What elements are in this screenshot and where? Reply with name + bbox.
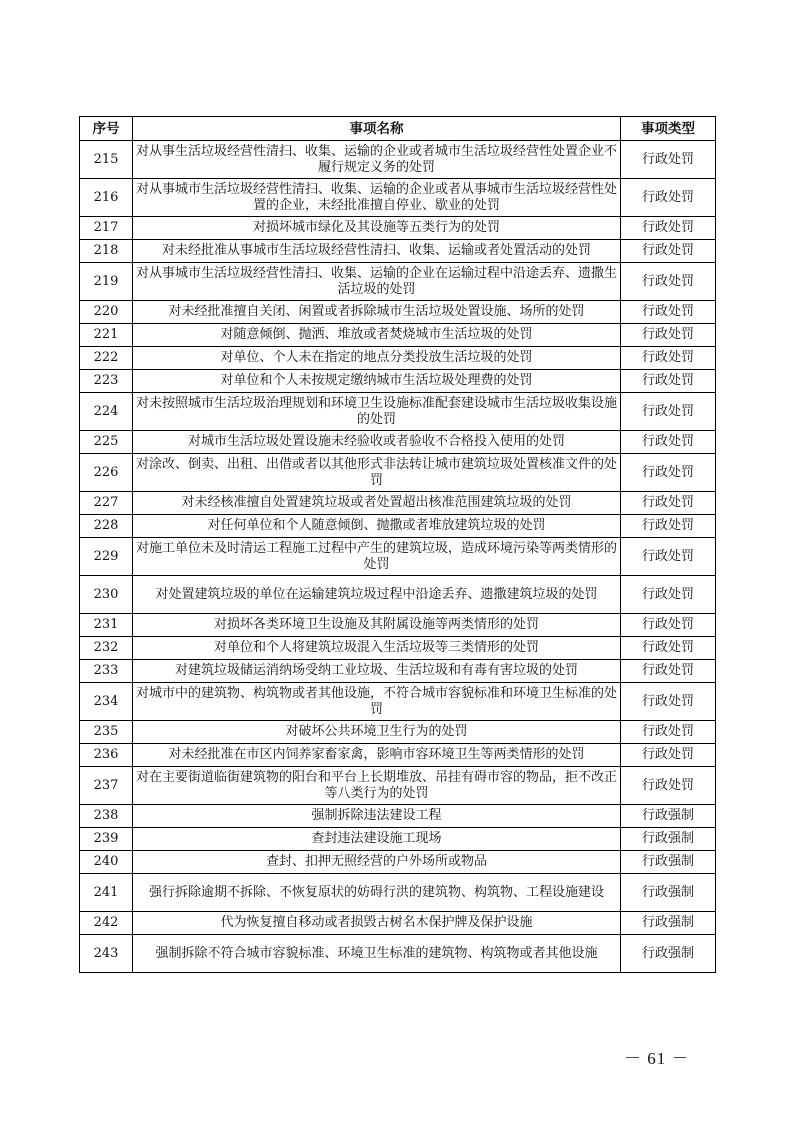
row-serial: 223 bbox=[80, 370, 133, 393]
table-row bbox=[80, 912, 716, 935]
table-row bbox=[80, 431, 716, 454]
row-serial: 233 bbox=[80, 660, 133, 683]
row-serial: 227 bbox=[80, 492, 133, 515]
table-row bbox=[80, 683, 716, 721]
row-matter-type: 行政处罚 bbox=[621, 240, 716, 263]
table-row bbox=[80, 805, 716, 828]
row-serial: 228 bbox=[80, 515, 133, 538]
row-matter-name: 对从事生活垃圾经营性清扫、收集、运输的企业或者城市生活垃圾经营性处置企业不履行规定义务的处罚 bbox=[133, 141, 621, 179]
row-matter-name: 对未按照城市生活垃圾治理规划和环境卫生设施标准配套建设城市生活垃圾收集设施的处罚 bbox=[133, 393, 621, 431]
row-matter-name: 对单位、个人未在指定的地点分类投放生活垃圾的处罚 bbox=[133, 347, 621, 370]
row-matter-name: 对施工单位未及时清运工程施工过程中产生的建筑垃圾，造成环境污染等两类情形的处罚 bbox=[133, 538, 621, 576]
header-matter-type: 事项类型 bbox=[621, 117, 716, 141]
row-matter-type: 行政处罚 bbox=[621, 141, 716, 179]
row-serial: 217 bbox=[80, 217, 133, 240]
row-matter-type: 行政处罚 bbox=[621, 614, 716, 637]
table-row bbox=[80, 660, 716, 683]
row-serial: 235 bbox=[80, 721, 133, 744]
table-row bbox=[80, 744, 716, 767]
row-matter-name: 对未经批准擅自关闭、闲置或者拆除城市生活垃圾处置设施、场所的处罚 bbox=[133, 301, 621, 324]
table-row bbox=[80, 767, 716, 805]
row-matter-type: 行政处罚 bbox=[621, 492, 716, 515]
table-row bbox=[80, 393, 716, 431]
row-serial: 237 bbox=[80, 767, 133, 805]
table-row bbox=[80, 828, 716, 851]
row-matter-name: 对随意倾倒、抛洒、堆放或者焚烧城市生活垃圾的处罚 bbox=[133, 324, 621, 347]
table-row bbox=[80, 935, 716, 973]
row-matter-type: 行政强制 bbox=[621, 805, 716, 828]
row-matter-name: 对城市中的建筑物、构筑物或者其他设施，不符合城市容貌标准和环境卫生标准的处罚 bbox=[133, 683, 621, 721]
table-row bbox=[80, 217, 716, 240]
row-matter-type: 行政处罚 bbox=[621, 515, 716, 538]
table-row bbox=[80, 492, 716, 515]
row-serial: 241 bbox=[80, 874, 133, 912]
table-row bbox=[80, 721, 716, 744]
table-row bbox=[80, 263, 716, 301]
row-matter-name: 强制拆除违法建设工程 bbox=[133, 805, 621, 828]
row-matter-type: 行政强制 bbox=[621, 828, 716, 851]
table-row bbox=[80, 614, 716, 637]
table-row bbox=[80, 141, 716, 179]
row-serial: 221 bbox=[80, 324, 133, 347]
row-matter-name: 查封、扣押无照经营的户外场所或物品 bbox=[133, 851, 621, 874]
row-matter-type: 行政强制 bbox=[621, 874, 716, 912]
row-serial: 215 bbox=[80, 141, 133, 179]
row-matter-name: 对处置建筑垃圾的单位在运输建筑垃圾过程中沿途丢弃、遗撒建筑垃圾的处罚 bbox=[133, 576, 621, 614]
row-matter-type: 行政处罚 bbox=[621, 744, 716, 767]
row-matter-type: 行政处罚 bbox=[621, 431, 716, 454]
row-serial: 242 bbox=[80, 912, 133, 935]
header-matter-name: 事项名称 bbox=[133, 117, 621, 141]
row-serial: 230 bbox=[80, 576, 133, 614]
row-matter-type: 行政处罚 bbox=[621, 217, 716, 240]
header-serial: 序号 bbox=[80, 117, 133, 141]
row-matter-type: 行政处罚 bbox=[621, 683, 716, 721]
row-matter-type: 行政处罚 bbox=[621, 767, 716, 805]
table-header-row bbox=[80, 117, 716, 141]
row-matter-name: 代为恢复擅自移动或者损毁古树名木保护牌及保护设施 bbox=[133, 912, 621, 935]
row-matter-type: 行政处罚 bbox=[621, 301, 716, 324]
row-serial: 225 bbox=[80, 431, 133, 454]
row-matter-type: 行政处罚 bbox=[621, 576, 716, 614]
row-matter-name: 对建筑垃圾储运消纳场受纳工业垃圾、生活垃圾和有毒有害垃圾的处罚 bbox=[133, 660, 621, 683]
row-matter-type: 行政处罚 bbox=[621, 637, 716, 660]
table-row bbox=[80, 576, 716, 614]
row-matter-type: 行政强制 bbox=[621, 851, 716, 874]
row-matter-name: 强制拆除不符合城市容貌标准、环境卫生标准的建筑物、构筑物或者其他设施 bbox=[133, 935, 621, 973]
row-serial: 219 bbox=[80, 263, 133, 301]
table-row bbox=[80, 851, 716, 874]
row-serial: 224 bbox=[80, 393, 133, 431]
row-matter-name: 对单位和个人将建筑垃圾混入生活垃圾等三类情形的处罚 bbox=[133, 637, 621, 660]
row-serial: 240 bbox=[80, 851, 133, 874]
row-matter-type: 行政处罚 bbox=[621, 393, 716, 431]
table-row bbox=[80, 538, 716, 576]
row-serial: 216 bbox=[80, 179, 133, 217]
table-row bbox=[80, 454, 716, 492]
matters-table bbox=[79, 116, 716, 973]
row-matter-name: 对未经核准擅自处置建筑垃圾或者处置超出核准范围建筑垃圾的处罚 bbox=[133, 492, 621, 515]
row-serial: 218 bbox=[80, 240, 133, 263]
row-serial: 231 bbox=[80, 614, 133, 637]
row-matter-name: 对从事城市生活垃圾经营性清扫、收集、运输的企业在运输过程中沿途丢弃、遗撒生活垃圾的处罚 bbox=[133, 263, 621, 301]
row-serial: 222 bbox=[80, 347, 133, 370]
row-serial: 238 bbox=[80, 805, 133, 828]
row-serial: 232 bbox=[80, 637, 133, 660]
row-matter-type: 行政处罚 bbox=[621, 660, 716, 683]
row-serial: 220 bbox=[80, 301, 133, 324]
row-matter-type: 行政处罚 bbox=[621, 538, 716, 576]
row-serial: 239 bbox=[80, 828, 133, 851]
row-matter-name: 对从事城市生活垃圾经营性清扫、收集、运输的企业或者从事城市生活垃圾经营性处置的企业，未经批准擅自停业、歇业的处罚 bbox=[133, 179, 621, 217]
row-matter-type: 行政处罚 bbox=[621, 721, 716, 744]
row-matter-type: 行政强制 bbox=[621, 935, 716, 973]
row-matter-type: 行政强制 bbox=[621, 912, 716, 935]
table-row bbox=[80, 874, 716, 912]
table-row bbox=[80, 370, 716, 393]
row-matter-type: 行政处罚 bbox=[621, 370, 716, 393]
row-matter-name: 对未经批准在市区内饲养家畜家禽，影响市容环境卫生等两类情形的处罚 bbox=[133, 744, 621, 767]
row-matter-name: 对损坏各类环境卫生设施及其附属设施等两类情形的处罚 bbox=[133, 614, 621, 637]
row-matter-name: 对城市生活垃圾处置设施未经验收或者验收不合格投入使用的处罚 bbox=[133, 431, 621, 454]
table-row bbox=[80, 347, 716, 370]
row-matter-type: 行政处罚 bbox=[621, 179, 716, 217]
table-body bbox=[80, 141, 716, 973]
row-matter-name: 强行拆除逾期不拆除、不恢复原状的妨碍行洪的建筑物、构筑物、工程设施建设 bbox=[133, 874, 621, 912]
row-matter-name: 对在主要街道临街建筑物的阳台和平台上长期堆放、吊挂有碍市容的物品，拒不改正等八类行为的处罚 bbox=[133, 767, 621, 805]
row-serial: 226 bbox=[80, 454, 133, 492]
row-matter-name: 对破坏公共环境卫生行为的处罚 bbox=[133, 721, 621, 744]
row-matter-name: 查封违法建设施工现场 bbox=[133, 828, 621, 851]
table-row bbox=[80, 179, 716, 217]
table-row bbox=[80, 240, 716, 263]
row-matter-type: 行政处罚 bbox=[621, 324, 716, 347]
row-matter-type: 行政处罚 bbox=[621, 347, 716, 370]
row-matter-type: 行政处罚 bbox=[621, 454, 716, 492]
row-matter-name: 对损坏城市绿化及其设施等五类行为的处罚 bbox=[133, 217, 621, 240]
table-row bbox=[80, 301, 716, 324]
page-number: － 61 － bbox=[624, 1049, 690, 1068]
row-matter-type: 行政处罚 bbox=[621, 263, 716, 301]
table-row bbox=[80, 515, 716, 538]
table-row bbox=[80, 637, 716, 660]
row-serial: 236 bbox=[80, 744, 133, 767]
row-matter-name: 对任何单位和个人随意倾倒、抛撒或者堆放建筑垃圾的处罚 bbox=[133, 515, 621, 538]
row-serial: 243 bbox=[80, 935, 133, 973]
row-matter-name: 对涂改、倒卖、出租、出借或者以其他形式非法转让城市建筑垃圾处置核准文件的处罚 bbox=[133, 454, 621, 492]
row-serial: 234 bbox=[80, 683, 133, 721]
row-serial: 229 bbox=[80, 538, 133, 576]
row-matter-name: 对未经批准从事城市生活垃圾经营性清扫、收集、运输或者处置活动的处罚 bbox=[133, 240, 621, 263]
row-matter-name: 对单位和个人未按规定缴纳城市生活垃圾处理费的处罚 bbox=[133, 370, 621, 393]
table-row bbox=[80, 324, 716, 347]
